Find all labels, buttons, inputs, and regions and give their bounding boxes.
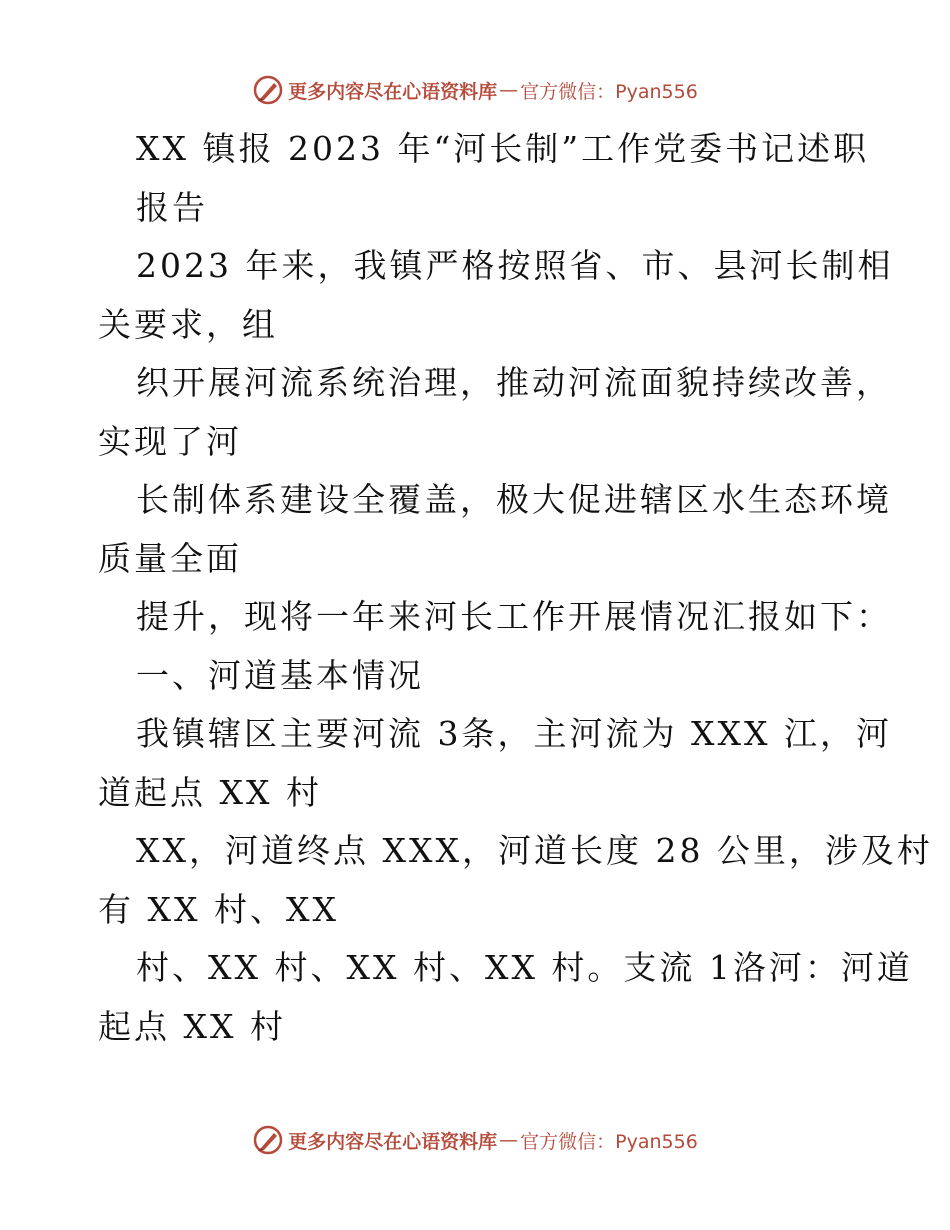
text-line: 有 XX 村、XX [98,889,339,929]
text-line: 2023 年来，我镇严格按照省、市、县河长制相 [136,246,894,285]
watermark-dash: — [499,1129,519,1151]
header-watermark [0,70,950,110]
pen-logo-icon [252,1124,284,1156]
text-line: 提升，现将一年来河长工作开展情况汇报如下： [136,597,892,636]
pen-logo-icon [252,74,284,106]
text-line: 织开展河流系统治理，推动河流面貌持续改善， [136,363,892,402]
text-line: 质量全面 [98,538,242,578]
document-body [98,120,933,1056]
text-line: 道起点 XX 村 [98,772,322,812]
watermark-brand: 更多内容尽在心语资料库 [288,80,498,103]
text-line: 报告 [136,187,208,227]
text-line: XX，河道终点 XXX，河道长度 28 公里，涉及村 [136,831,933,870]
text-line: 长制体系建设全覆盖，极大促进辖区水生态环境 [136,480,892,519]
text-line: 起点 XX 村 [98,1006,286,1046]
footer-watermark [0,1120,950,1160]
text-line: XX 镇报 2023 年“河长制”工作党委书记述职 [136,129,870,168]
text-line: 实现了河 [98,421,242,461]
watermark-contact: 官方微信：Pyan556 [520,80,698,103]
watermark-brand: 更多内容尽在心语资料库 [288,1130,498,1153]
text-line: 一、河道基本情况 [136,655,424,695]
text-line: 村、XX 村、XX 村、XX 村。支流 1洛河：河道 [136,948,913,987]
watermark-dash: — [499,79,519,101]
watermark-contact: 官方微信：Pyan556 [520,1130,698,1153]
text-line: 关要求，组 [98,304,278,344]
text-line: 我镇辖区主要河流 3条，主河流为 XXX 江，河 [136,714,892,753]
